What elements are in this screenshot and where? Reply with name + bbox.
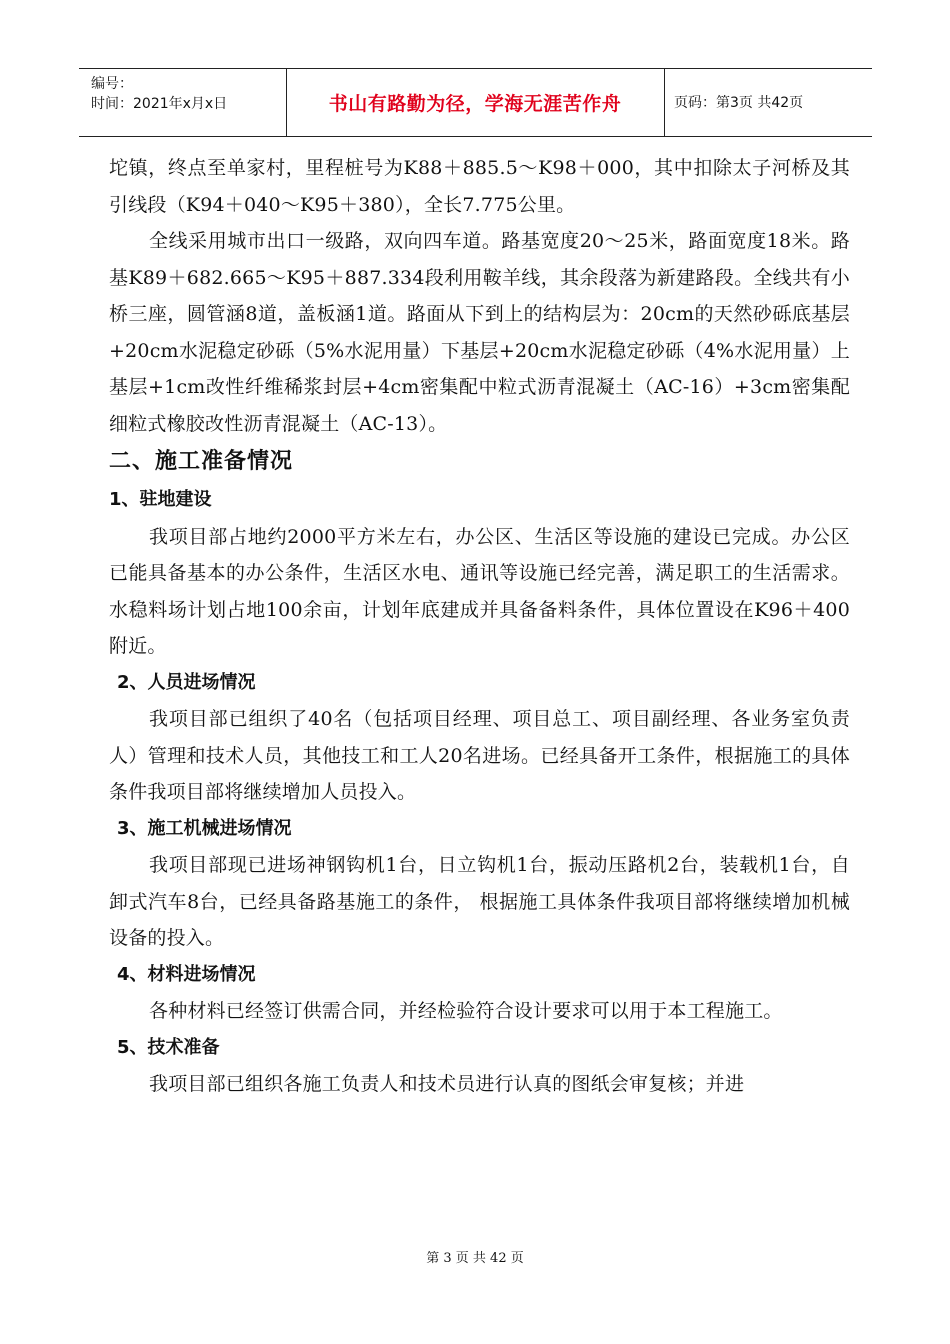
header-code: 编号： bbox=[91, 76, 133, 92]
intro-paragraph: 坨镇，终点至单家村，里程桩号为K88＋885.5～K98＋000，其中扣除太子河桥及其引线段（K94＋040～K95＋380），全长7.775公里。 bbox=[109, 157, 850, 216]
subsection-heading: 3、施工机械进场情况 bbox=[117, 817, 292, 839]
header-bottom-rule bbox=[79, 136, 872, 137]
document-body bbox=[109, 150, 850, 1103]
page-header bbox=[79, 68, 872, 136]
route-paragraph: 全线采用城市出口一级路，双向四车道。路基宽度20～25米，路面宽度18米。路基K89＋682.665～K95＋887.334段利用鞍羊线，其余段落为新建路段。全线共有小桥三座，圆管涵8道，盖板涵1道。路面从下到上的结构层为：20cm的天然砂砾底基层+20cm水泥稳定砂砾（5%水泥用量）下基层+20cm水泥稳定砂砾（4%水泥用量）上基层+1cm改性纤维稀浆封层+4cm密集配中粒式沥青混凝土（AC-16）+3cm密集配细粒式橡胶改性沥青混凝土（AC-13）。 bbox=[109, 230, 850, 435]
paragraph: 我项目部现已进场神钢钩机1台，日立钩机1台，振动压路机2台，装载机1台，自卸式汽车8台，已经具备路基施工的条件， 根据施工具体条件我项目部将继续增加机械设备的投入。 bbox=[109, 854, 850, 949]
subsection-heading: 1、驻地建设 bbox=[109, 489, 212, 510]
page-footer: 第 3 页 共 42 页 bbox=[426, 1251, 524, 1266]
header-page-number: 页码：第3页 共42页 bbox=[674, 95, 804, 111]
subsection-heading: 4、材料进场情况 bbox=[117, 963, 256, 985]
paragraph: 我项目部已组织各施工负责人和技术员进行认真的图纸会审复核；并进 bbox=[149, 1073, 745, 1095]
section-heading: 二、施工准备情况 bbox=[109, 449, 294, 474]
subsection-heading: 2、人员进场情况 bbox=[117, 671, 256, 693]
header-date: 时间：2021年x月x日 bbox=[91, 96, 228, 112]
paragraph: 我项目部占地约2000平方米左右，办公区、生活区等设施的建设已完成。办公区已能具备基本的办公条件，生活区水电、通讯等设施已经完善，满足职工的生活需求。水稳料场计划占地100余亩，计划年底建成并具备备料条件，具体位置设在K96＋400附近。 bbox=[109, 525, 850, 657]
subsection-heading: 5、技术准备 bbox=[117, 1036, 220, 1058]
header-meta bbox=[91, 74, 286, 114]
paragraph: 我项目部已组织了40名（包括项目经理、项目总工、项目副经理、各业务室负责人）管理和技术人员，其他技工和工人20名进场。已经具备开工条件，根据施工的具体条件我项目部将继续增加人员投入。 bbox=[109, 708, 850, 803]
header-motto: 书山有路勤为径，学海无涯苦作舟 bbox=[328, 92, 622, 115]
paragraph: 各种材料已经签订供需合同，并经检验符合设计要求可以用于本工程施工。 bbox=[149, 1000, 783, 1022]
